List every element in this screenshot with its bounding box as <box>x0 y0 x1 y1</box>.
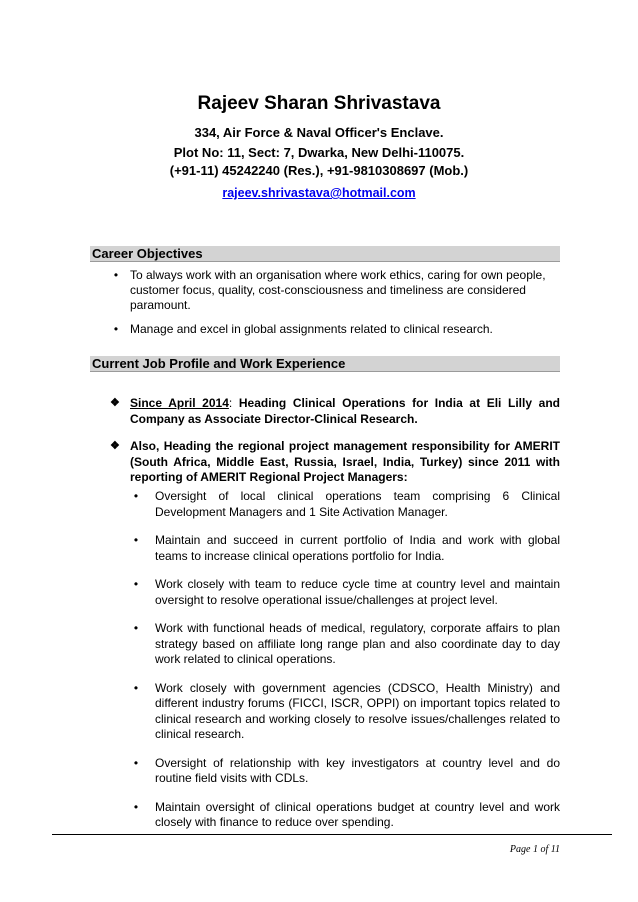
bullet-icon: • <box>133 489 139 503</box>
list-item: • Maintain oversight of clinical operations budget at country level and work closely with finance to reduce over spending. <box>130 800 560 831</box>
list-item: • To always work with an organisation where work ethics, caring for own people, customer focus, quality, cost-consciousness and timeliness are considered paramount. <box>110 268 560 313</box>
list-item: • Maintain and succeed in current portfolio of India and work with global teams to increase clinical operations portfolio for India. <box>130 533 560 564</box>
list-item: • Work with functional heads of medical, regulatory, corporate affairs to plan strategy based on affiliate long range plan and also coordinate day to day work related to clinical operations. <box>130 621 560 668</box>
list-item: ❖ Since April 2014: Heading Clinical Operations for India at Eli Lilly and Company as Associate Director-Clinical Research. <box>110 396 560 426</box>
list-item: • Work closely with government agencies (CDSCO, Health Ministry) and different industry forums (FICCI, ISCR, OPPI) on important topics related to clinical research and working closely to resolve issues/challenges related to clinical research. <box>130 681 560 743</box>
address-line-2: Plot No: 11, Sect: 7, Dwarka, New Delhi-110075. <box>173 145 465 160</box>
bullet-icon: • <box>133 680 139 695</box>
bullet-icon: • <box>133 533 139 547</box>
list-item: ❖ Also, Heading the regional project management responsibility for AMERIT (South Africa, Middle East, Russia, Israel, India, Turkey) since 2011 with reporting of AMERIT Regional Project Managers: <box>110 439 560 484</box>
phone-line: (+91-11) 45242240 (Res.), +91-9810308697 (Mob.) <box>169 163 469 178</box>
page-number: Page 1 of 11 <box>509 844 560 855</box>
career-objectives-list <box>110 268 560 337</box>
bullet-icon: • <box>133 577 139 591</box>
bullet-icon: • <box>113 322 119 336</box>
resume-header <box>0 90 638 202</box>
diamond-bullet-icon: ❖ <box>110 440 120 452</box>
footer-divider <box>52 834 612 835</box>
list-item: • Manage and excel in global assignments related to clinical research. <box>110 322 560 337</box>
section-heading-career-objectives: Career Objectives <box>90 246 560 262</box>
candidate-name: Rajeev Sharan Shrivastava <box>197 93 441 114</box>
email-link[interactable]: rajeev.shrivastava@hotmail.com <box>222 186 416 200</box>
bullet-icon: • <box>133 799 139 814</box>
bullet-icon: • <box>133 755 139 770</box>
bullet-icon: • <box>133 621 139 635</box>
current-job-responsibilities <box>130 489 560 844</box>
list-item: • Work closely with team to reduce cycle time at country level and maintain oversight to resolve operational issue/challenges at project level. <box>130 577 560 608</box>
current-job-highlights <box>110 396 560 486</box>
address-line-1: 334, Air Force & Naval Officer's Enclave. <box>194 125 444 140</box>
bullet-icon: • <box>113 268 119 282</box>
list-item: • Oversight of relationship with key investigators at country level and do routine field visits with CDLs. <box>130 756 560 787</box>
section-heading-current-job: Current Job Profile and Work Experience <box>90 356 560 372</box>
list-item: • Oversight of local clinical operations team comprising 6 Clinical Development Managers and 1 Site Activation Manager. <box>130 489 560 520</box>
diamond-bullet-icon: ❖ <box>110 397 120 409</box>
